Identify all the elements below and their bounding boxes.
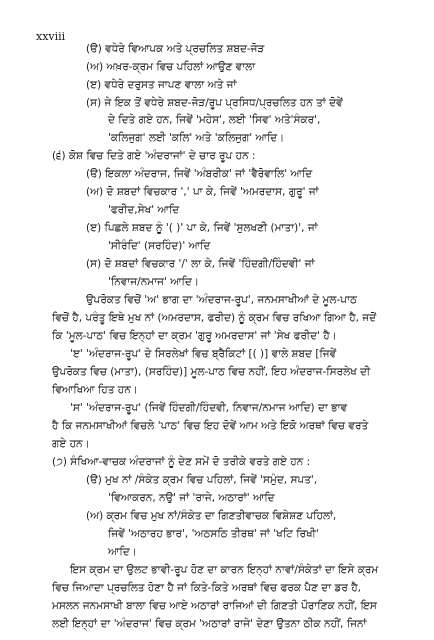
text-line: 'ਫਰੀਦ,ਸੇਖ' ਆਦਿ (108, 204, 180, 216)
text-line: ਉਪਰੋਕਤ ਵਿਚ (ਮਾਤਾ), (ਸਰਹਿੰਦ)] ਮੂਲ-ਪਾਠ ਵਿਚ ਨਹੀਂ, ਇਹ ਅੰਦਰਾਜ-ਸਿਰਲੇਖ ਦੀ (52, 366, 371, 378)
text-line: ਜਿਵੇਂ 'ਅਠਾਰਹ ਭਾਰ', 'ਅਠਸਠਿ ਤੀਰਥ' ਜਾਂ 'ਖਟਿ ਰਿਖੀ' (108, 528, 319, 540)
text-line: ਆਦਿ। (108, 546, 137, 558)
text-line: ਕਿ 'ਮੂਲ-ਪਾਠ' ਵਿਚ ਇਨ੍ਹਾਂ ਦਾ ਕ੍ਰਮ 'ਗੁਰੂ ਅਮਰਦਾਸ' ਜਾਂ 'ਸੇਖ ਫਰੀਦ' ਹੈ। (52, 330, 337, 342)
text-line: ਗਏ ਹਨ। (52, 438, 90, 450)
page-number: xxviii (36, 30, 66, 43)
text-line: ਮਸਲਨ ਜਨਮਸਾਖੀ ਬਾਲਾ ਵਿਚ ਆਏ ਅਠਾਰਾਂ ਰਾਜਿਆਂ ਦੀ ਗਿਣਤੀ ਪੌਰਾਣਿਕ ਨਹੀਂ, ਇਸ (52, 600, 377, 612)
text-line: 'ਕਲਿਜੁਗ' ਲਈ 'ਕਲਿ' ਅਤੇ 'ਕਲਿਜੁਗ' ਆਦਿ। (108, 132, 285, 144)
text-line: (ੲ) ਵਧੇਰੇ ਦਰੁਸਤ ਜਾਪਣ ਵਾਲਾ ਅਤੇ ਜਾਂ (86, 79, 237, 91)
text-line: ਦੇ ਦਿਤੇ ਗਏ ਹਨ, ਜਿਵੇਂ 'ਮਹੇਸ', ਲਈ 'ਸਿਵ' ਅਤੇ'ਸੰਕਰ', (108, 114, 321, 126)
text-line: (ਸ) ਦੋ ਸ਼ਬਦਾਂ ਵਿਚਕਾਰ '/' ਲਾ ਕੇ, ਜਿਵੇਂ 'ਹਿੰਦਗੀ/ਹਿੰਦਵੀ' ਜਾਂ (86, 258, 315, 270)
text-line: (ਅ) ਕ੍ਰਮ ਵਿਚ ਮੁਖ ਨਾਂ/ਸੰਕੇਤ ਦਾ ਗਿਣਤੀਵਾਚਕ ਵਿਸ਼ੇਸ਼ਣ ਪਹਿਲਾਂ, (86, 510, 337, 522)
text-line: (ੲ) ਪਿਛਲੇ ਸ਼ਬਦ ਨੂੰ '( )' ਪਾ ਕੇ, ਜਿਵੇਂ 'ਸੁਲਖਣੀ (ਮਾਤਾ)', ਜਾਂ (86, 222, 318, 234)
text-line: ਇਸ ਕ੍ਰਮ ਦਾ ਉਲਟ ਭਾਵੀ-ਰੂਪ ਹੋਣ ਦਾ ਕਾਰਨ ਇਨ੍ਹਾਂ ਨਾਵਾਂ/ਸੰਕੇਤਾਂ ਦਾ ਇਸੇ ਕ੍ਰਮ (70, 564, 379, 576)
text-line: (ੳ) ਇਕਲਾ ਅੰਦਰਾਜ, ਜਿਵੇਂ 'ਅੰਬਰੀਕ' ਜਾਂ 'ਵੈਰੋਵਾਲਿ' ਆਦਿ (86, 168, 313, 180)
text-line: 'ਨਿਵਾਜ/ਨਮਾਜ' ਆਦਿ। (108, 276, 199, 288)
text-line: (੭) ਸੰਖਿਆ-ਵਾਚਕ ਅੰਦਰਾਜਾਂ ਨੂੰ ਦੇਣ ਸਮੇਂ ਦੋ ਤਰੀਕੇ ਵਰਤੇ ਗਏ ਹਨ : (52, 456, 311, 468)
text-line: ਲਈ ਇਨ੍ਹਾਂ ਦਾ 'ਅੰਦਰਾਜ' ਵਿਚ ਕ੍ਰਮ 'ਅਠਾਰਾਂ ਰਾਜੇ' ਦੇਣਾ ਉਤਨਾ ਠੀਕ ਨਹੀਂ, ਜਿਨਾਂ (52, 618, 367, 630)
text-line: ਵਿਚੋਂ ਹੈ, ਪਰੰਤੂ ਇਥੇ ਮੁਖ ਨਾਂ (ਅਮਰਦਾਸ, ਫਰੀਦ) ਨੂੰ ਕ੍ਰਮ ਵਿਚ ਰਖਿਆ ਗਿਆ ਹੈ, ਜਦੋਂ (52, 312, 377, 324)
text-line: ਹੈ ਕਿ ਜਨਮਸਾਖੀਆਂ ਵਿਚਲੇ 'ਪਾਠ' ਵਿਚ ਇਹ ਦੋਵੇਂ ਆਮ ਅਤੇ ਇਕੋ ਅਰਥਾਂ ਵਿਚ ਵਰਤੇ (52, 420, 369, 432)
text-line: (੬) ਕੋਸ਼ ਵਿਚ ਦਿਤੇ ਗਏ 'ਅੰਦਰਾਜਾਂ' ਦੇ ਚਾਰ ਰੂਪ ਹਨ : (52, 150, 256, 162)
text-line: 'ਸੀਰੰਦਿ' (ਸਰਹਿੰਦ)' ਆਦਿ (108, 240, 211, 252)
text-line: (ੳ) ਮੁਖ ਨਾਂ /ਸੰਕੇਤ ਕ੍ਰਮ ਵਿਚ ਪਹਿਲਾਂ, ਜਿਵੇਂ 'ਸਮੁੰਦ, ਸਪਤ', (86, 474, 318, 486)
text-line: (ਸ) ਜੇ ਇਕ ਤੋਂ ਵਧੇਰੇ ਸ਼ਬਦ-ਜੋੜ/ਰੂਪ ਪ੍ਰਸਿਧ/ਪ੍ਰਚਲਿਤ ਹਨ ਤਾਂ ਦੋਵੇਂ (86, 97, 343, 109)
text-line: (ਅ) ਦੋ ਸ਼ਬਦਾਂ ਵਿਚਕਾਰ ',' ਪਾ ਕੇ, ਜਿਵੇਂ 'ਅਮਰਦਾਸ, ਗੁਰੂ' ਜਾਂ (86, 186, 319, 198)
text-line: ਵਿਆਖਿਆ ਹਿਤ ਹਨ। (52, 384, 138, 396)
text-line: (ੳ) ਵਧੇਰੇ ਵਿਆਪਕ ਅਤੇ ਪ੍ਰਚਲਿਤ ਸ਼ਬਦ-ਜੋੜ (86, 43, 265, 55)
text-line: ਵਿਚ ਜਿਆਦਾ ਪ੍ਰਚਲਿਤ ਹੋਣਾ ਹੈ ਜਾਂ ਕਿਤੇ-ਕਿਤੇ ਅਰਥਾਂ ਵਿਚ ਫਰਕ ਪੈਣ ਦਾ ਡਰ ਹੈ, (52, 582, 361, 594)
text-line: 'ਵਿਆਕਰਨ, ਨਉ' ਜਾਂ 'ਰਾਜੇ, ਅਠਾਰਾਂ' ਆਦਿ (108, 492, 275, 504)
text-line: (ਅ) ਅਖ਼ਰ-ਕ੍ਰਮ ਵਿਚ ਪਹਿਲਾਂ ਆਉਣ ਵਾਲਾ (86, 61, 256, 73)
text-line: 'ੲ' 'ਅੰਦਰਾਜ-ਰੂਪ' ਦੇ ਸਿਰਲੇਖਾਂ ਵਿਚ ਬ੍ਰੈਕਿਟਾਂ [( )] ਵਾਲੇ ਸ਼ਬਦ [ਜਿਵੇਂ (70, 348, 337, 360)
text-line: 'ਸ' 'ਅੰਦਰਾਜ-ਰੂਪ' (ਜਿਵੇਂ ਹਿੰਦਗੀ/ਹਿੰਦਵੀ, ਨਿਵਾਜ/ਨਮਾਜ ਆਦਿ) ਦਾ ਭਾਵ (70, 402, 348, 414)
text-line: ਉਪਰੋਕਤ ਵਿਚੋਂ 'ਅ' ਭਾਗ ਦਾ 'ਅੰਦਰਾਜ-ਰੂਪ', ਜਨਮਸਾਖੀਆਂ ਦੇ ਮੂਲ-ਪਾਠ (86, 294, 357, 306)
